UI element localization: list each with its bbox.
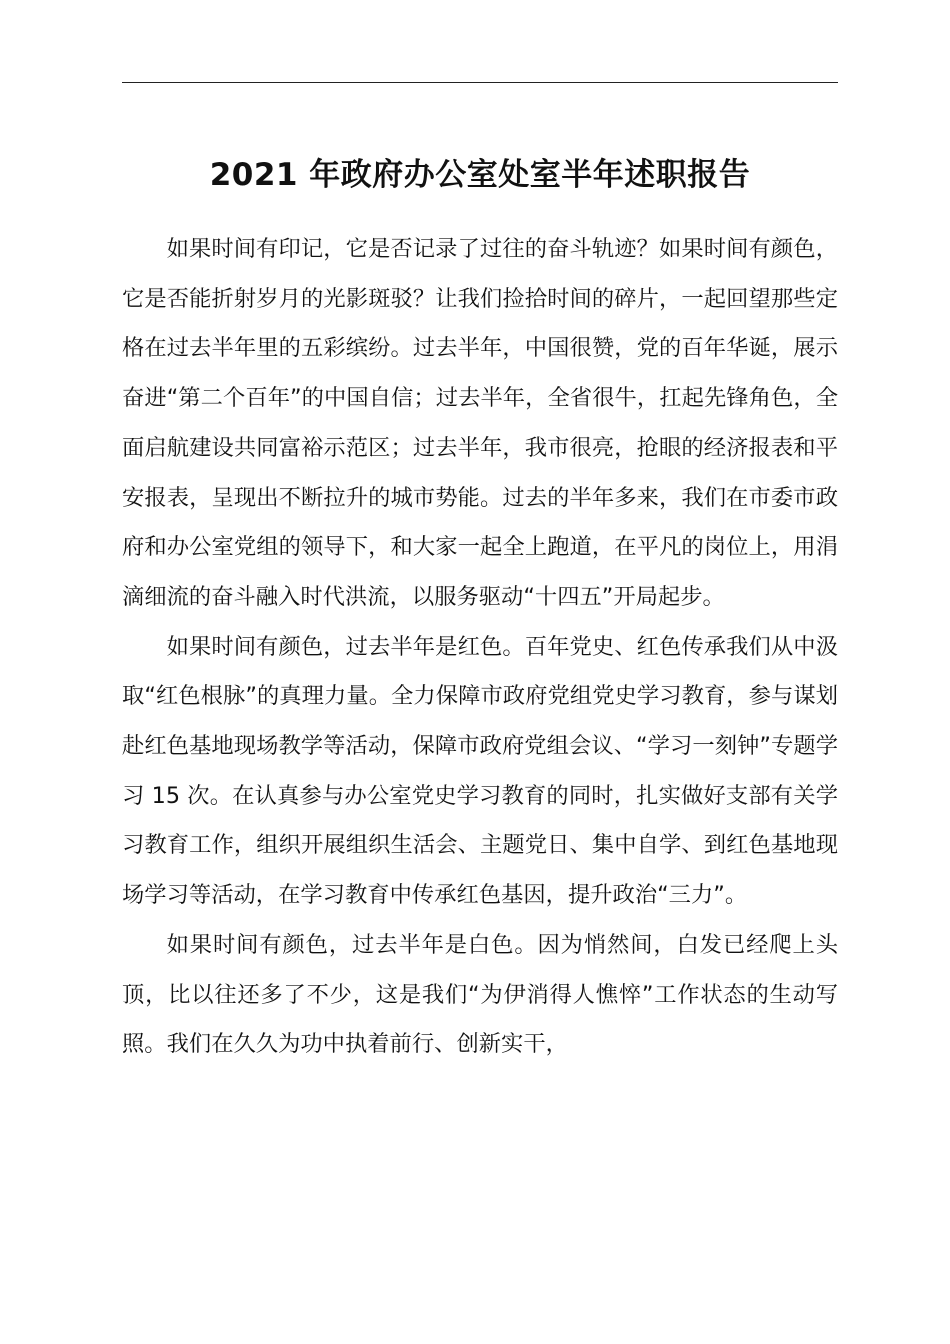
document-body [122, 225, 838, 1070]
paragraph-white: 如果时间有颜色，过去半年是白色。因为悄然间，白发已经爬上头顶，比以往还多了不少，这是我们“为伊消得人憔悴”工作状态的生动写照。我们在久久为功中执着前行、创新实干， [122, 931, 838, 1058]
header-rule [122, 82, 838, 83]
paragraph-red: 如果时间有颜色，过去半年是红色。百年党史、红色传承我们从中汲取“红色根脉”的真理力量。全力保障市政府党组党史学习教育，参与谋划赴红色基地现场教学等活动，保障市政府党组会议、“学习一刻钟”专题学习 15 次。在认真参与办公室党史学习教育的同时，扎实做好支部有关学习教育工作，组织开展组织生活会、主题党日、集中自学、到红色基地现场学习等活动，在学习教育中传承红色基因，提升政治“三力”。 [122, 633, 838, 909]
document-title: 2021 年政府办公室处室半年述职报告 [209, 157, 751, 193]
paragraph-intro: 如果时间有印记，它是否记录了过往的奋斗轨迹？如果时间有颜色，它是否能折射岁月的光影斑驳？让我们捡拾时间的碎片，一起回望那些定格在过去半年里的五彩缤纷。过去半年，中国很赞，党的百年华诞，展示奋进“第二个百年”的中国自信；过去半年，全省很牛，扛起先锋角色，全面启航建设共同富裕示范区；过去半年，我市很亮，抢眼的经济报表和平安报表，呈现出不断拉升的城市势能。过去的半年多来，我们在市委市政府和办公室党组的领导下，和大家一起全上跑道，在平凡的岗位上，用涓滴细流的奋斗融入时代洪流，以服务驱动“十四五”开局起步。 [122, 236, 838, 610]
